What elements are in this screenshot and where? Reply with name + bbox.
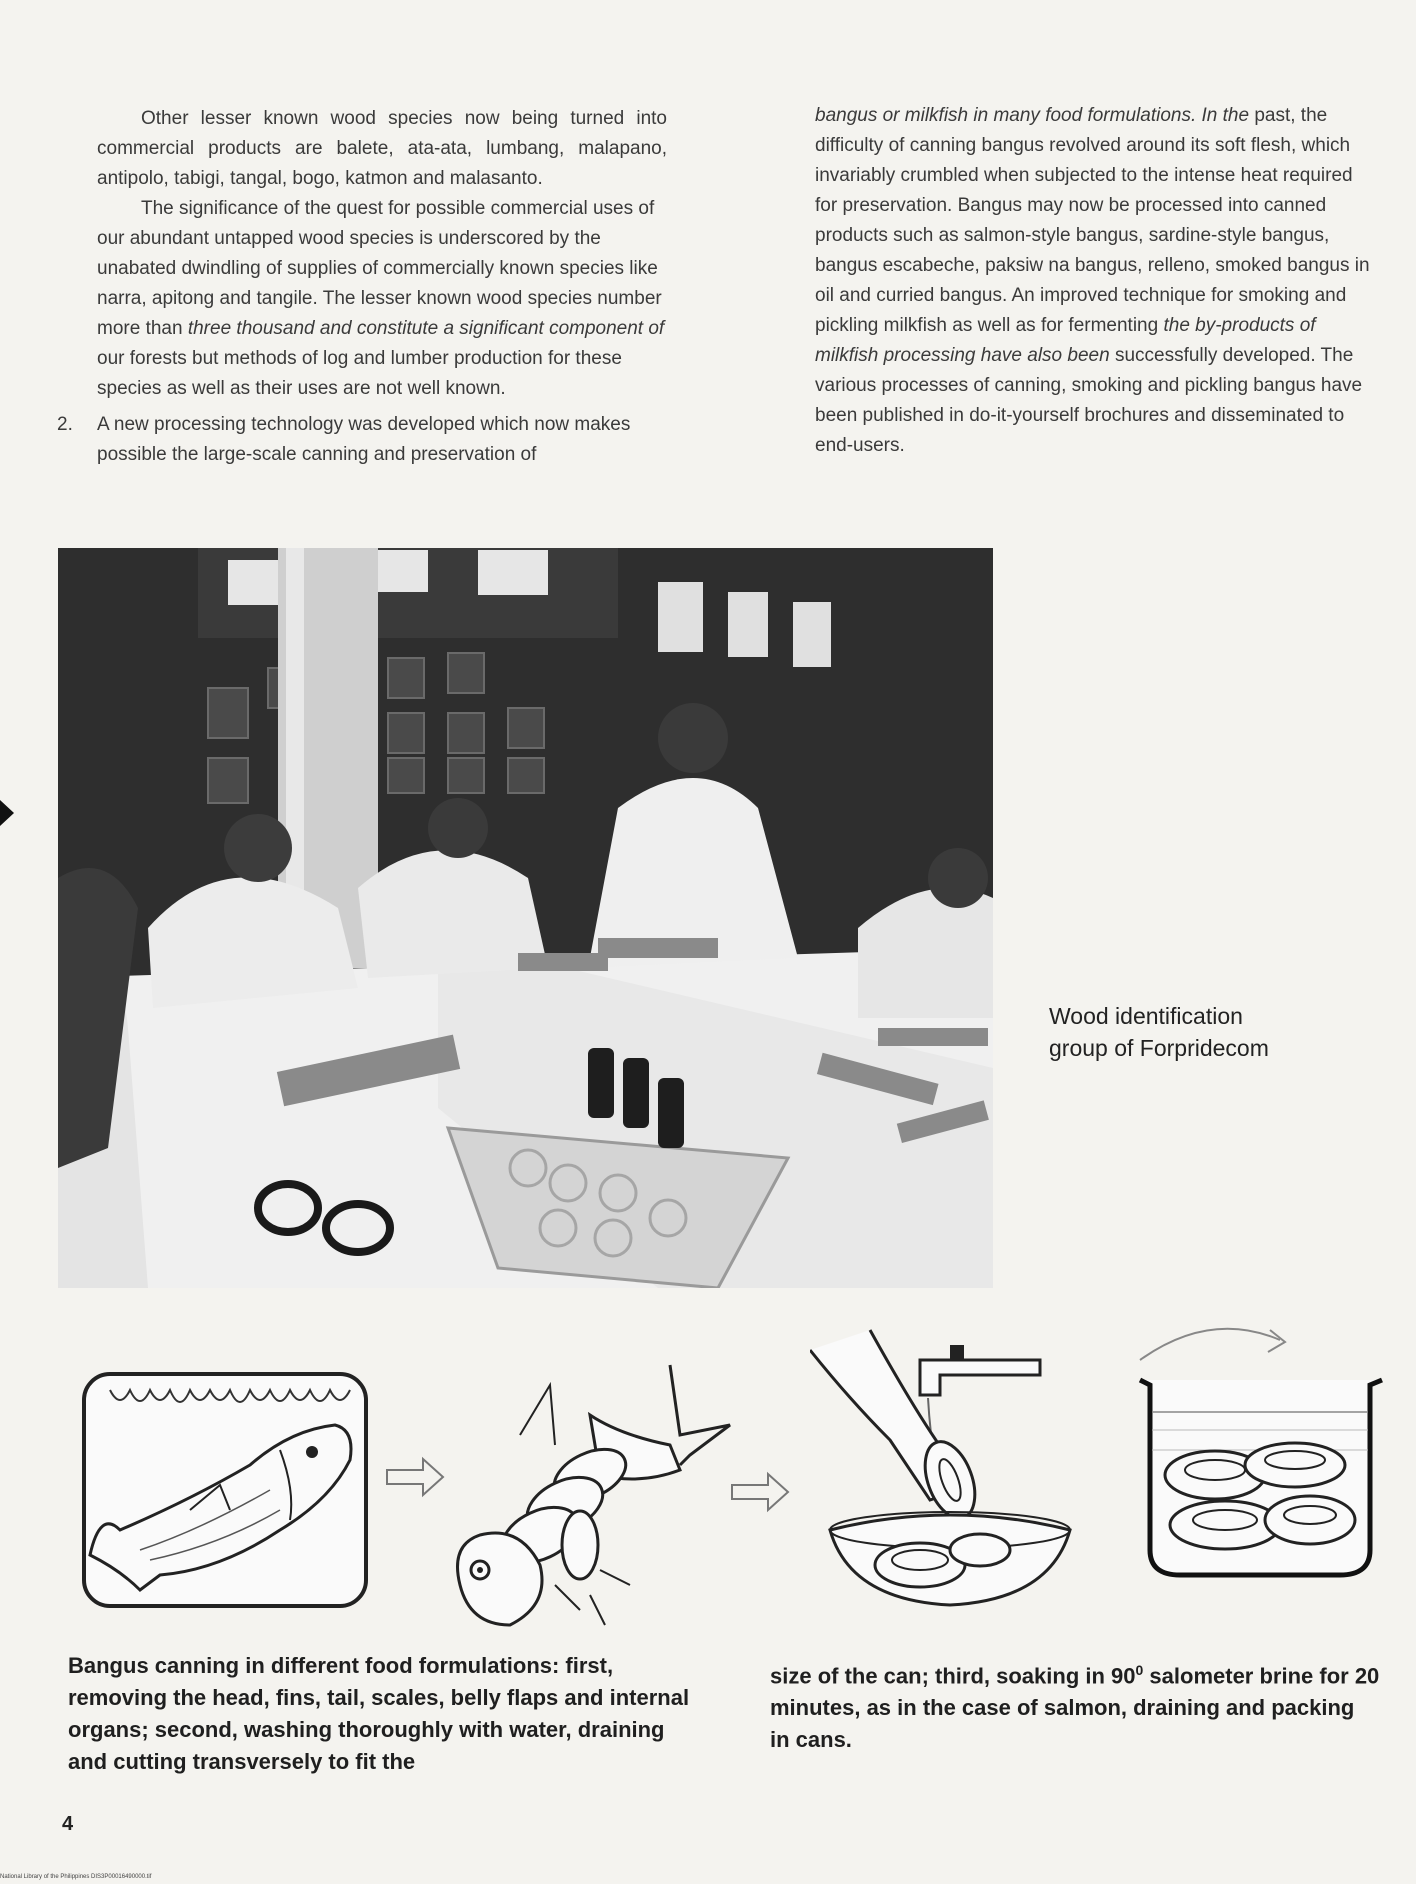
- right-text-column: [815, 101, 1375, 461]
- step-arrow-icon: [730, 1470, 790, 1519]
- list-item-2: [57, 410, 667, 470]
- whole-fish-illustration: [80, 1370, 370, 1615]
- photo-caption: [1049, 1000, 1349, 1064]
- paragraph-significance-text: The significance of the quest for possible commercial uses of our abundant untapped wood species is underscored by the unabated dwindling of supplies of commercially known species like narra, apitong and tangile. The lesser known wood species number more than: [97, 198, 662, 339]
- paragraph-bangus-text: past, the difficulty of canning bangus revolved around its soft flesh, which invariably crumbled when subjected to the intense heat required for preservation. Bangus may now be processed into canned products such as salmon-style bangus, sardine-style bangus, bangus escabeche, paksiw na bangus, relleno, smoked bangus in oil and curried bangus. An improved technique for smoking and pickling milkfish as well as for fermenting: [815, 105, 1370, 336]
- canning-caption-right-text: size of the can; third, soaking in 90: [770, 1663, 1136, 1689]
- canning-caption-left: Bangus canning in different food formulations: first, removing the head, fins, tail, scales, belly flaps and internal organs; second, washing thoroughly with water, draining and cutting transversely to fit the: [68, 1653, 690, 1774]
- photo-caption-line-2: group of Forpridecom: [1049, 1035, 1269, 1061]
- brine-container-illustration: [1100, 1300, 1400, 1595]
- step-arrow-icon: [385, 1455, 445, 1504]
- paragraph-bangus-italic-2: the by-products of milkfish processing have also been: [815, 315, 1316, 366]
- degree-superscript: 0: [1135, 1662, 1144, 1678]
- left-text-column: [57, 104, 667, 470]
- footer-note: National Library of the Philippines DIS3P00016490000.tif: [0, 1874, 152, 1880]
- canning-caption-right: [770, 1654, 1380, 1756]
- binding-mark: [0, 800, 14, 826]
- lab-group-photo: [58, 548, 993, 1288]
- paragraph-wood-species: Other lesser known wood species now being turned into commercial products are balete, ata-ata, lumbang, malapano, antipolo, tabigi, tangal, bogo, katmon and malasanto.: [97, 108, 667, 189]
- paragraph-bangus: [815, 101, 1375, 461]
- paragraph-significance-end: our forests but methods of log and lumber production for these species as well as their uses are not well known.: [97, 348, 622, 399]
- paragraph-bangus-italic: bangus or milkfish in many food formulations. In the: [815, 105, 1250, 126]
- list-item-number: 2.: [57, 414, 73, 435]
- paragraph-significance: [97, 194, 667, 404]
- page-number: 4: [62, 1813, 74, 1835]
- washing-basin-illustration: [810, 1320, 1100, 1615]
- canning-caption-right-end: salometer brine for 20 minutes, as in the case of salmon, draining and packing in cans.: [770, 1663, 1380, 1753]
- list-item-text: A new processing technology was developed which now makes possible the large-scale canning and preservation of: [97, 414, 631, 465]
- paragraph-bangus-end: successfully developed. The various processes of canning, smoking and pickling bangus have been published in do-it-yourself brochures and disseminated to end-users.: [815, 345, 1363, 456]
- paragraph-significance-italic: three thousand and constitute a significant component of: [187, 318, 665, 339]
- photo-caption-line-1: Wood identification: [1049, 1003, 1243, 1029]
- sliced-fish-illustration: [440, 1345, 740, 1650]
